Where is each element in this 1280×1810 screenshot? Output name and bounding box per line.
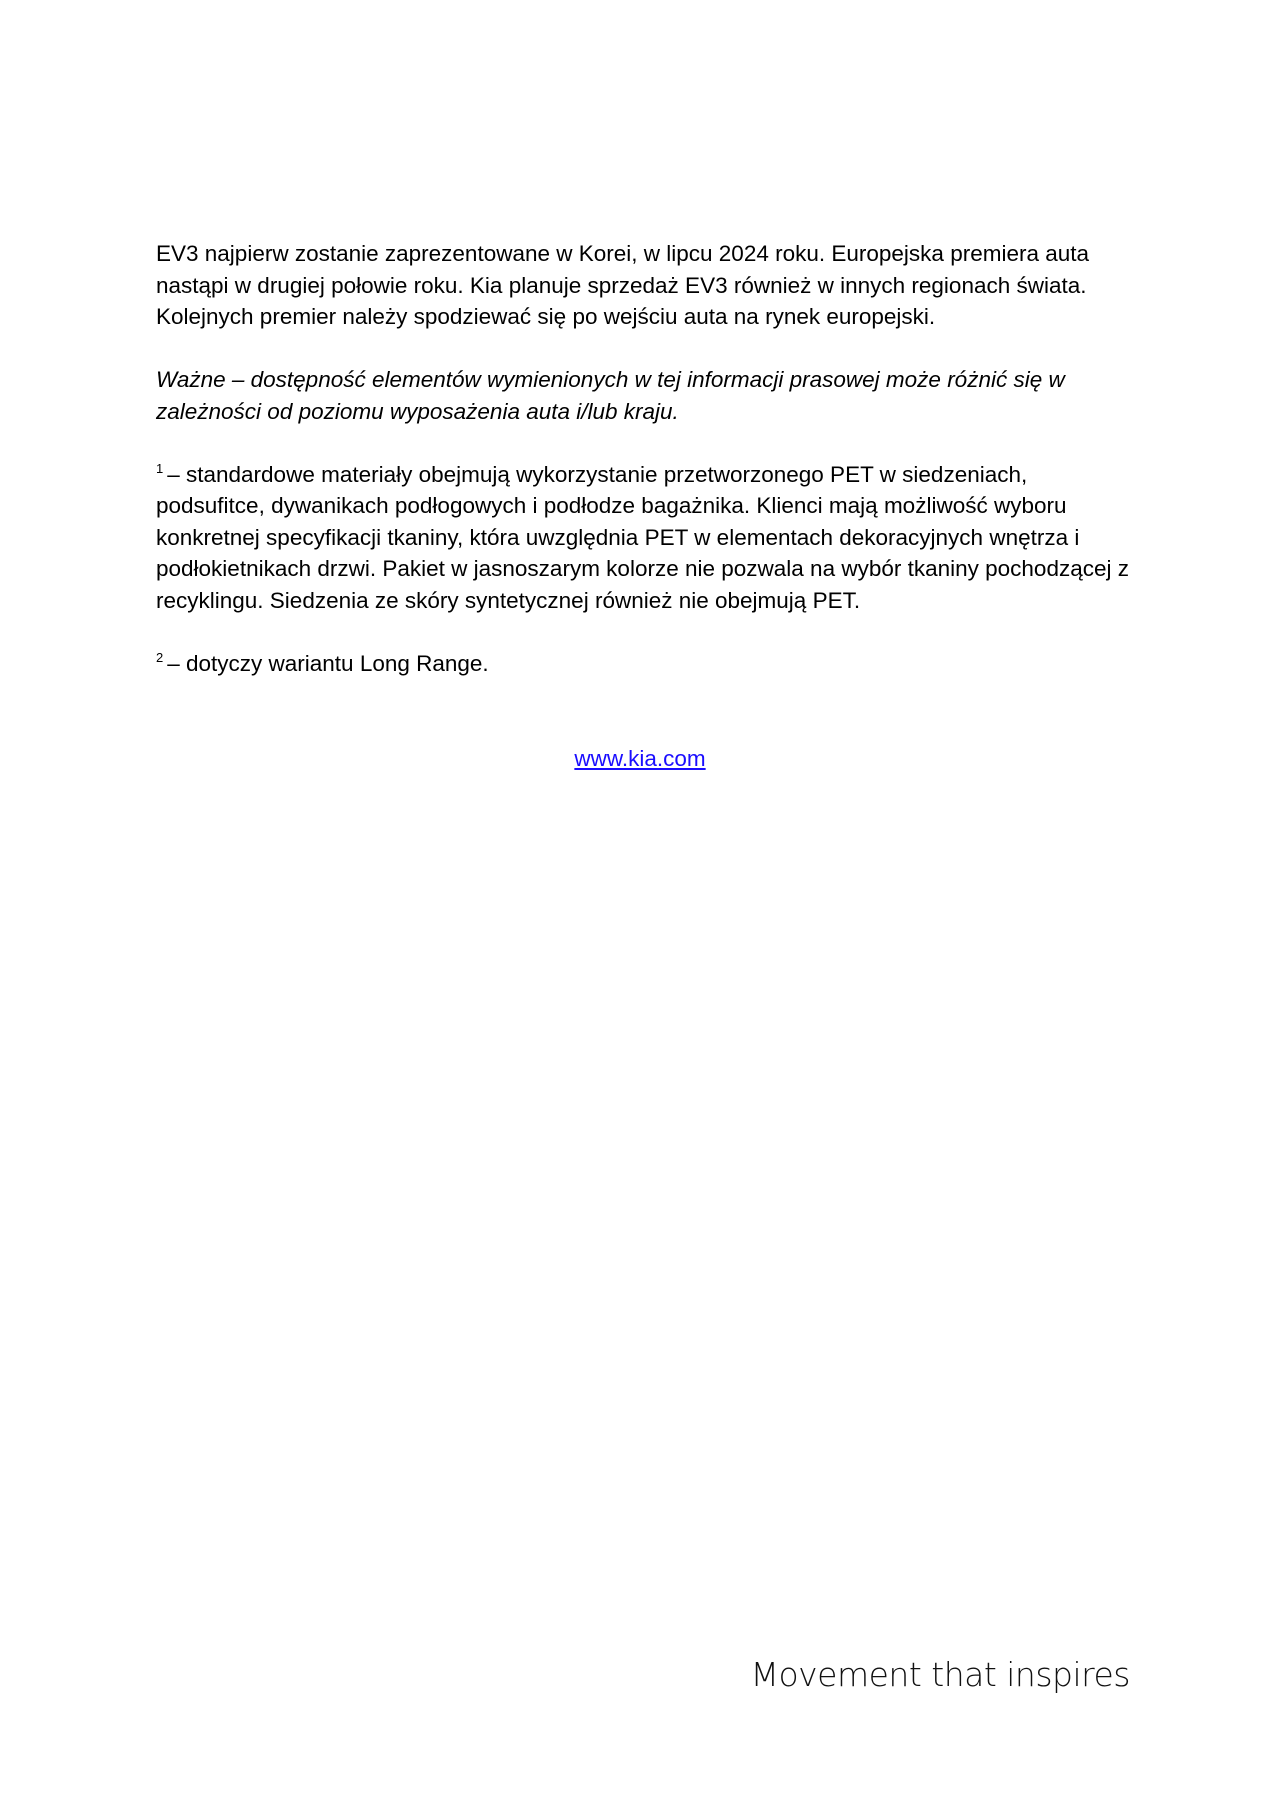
premiere-paragraph: EV3 najpierw zostanie zaprezentowane w Korei, w lipcu 2024 roku. Europejska premiera auta nastąpi w drugiej połowie roku. Kia planuje sprzedaż EV3 również w innych regionach świata. Kolejnych premier należy spodziewać się po wejściu auta na rynek europejski. [156,241,1090,329]
kia-website-link[interactable]: www.kia.com [574,746,706,771]
footnote-2-text: – dotyczy wariantu Long Range. [167,650,489,676]
footnote-1 [156,459,1136,617]
link-row [0,743,1280,775]
disclaimer-paragraph: Ważne – dostępność elementów wymienionych w tej informacji prasowej może różnić się w zależności od poziomu wyposażenia auta i/lub kraju. [156,367,1065,424]
footnote-1-marker: 1 [156,460,164,476]
footnote-1-text: – standardowe materiały obejmują wykorzystanie przetworzonego PET w siedzeniach, podsufitce, dywanikach podłogowych i podłodze bagażnika. Klienci mają możliwość wyboru konkretnej specyfikacji tkaniny, która uwzględnia PET w elementach dekoracyjnych wnętrza i podłokietnikach drzwi. Pakiet w jasnoszarym kolorze nie pozwala na wybór tkaniny pochodzącej z recyklingu. Siedzenia ze skóry syntetycznej również nie obejmują PET. [156,461,1129,613]
footnote-2-marker: 2 [156,649,164,665]
brand-tagline: Movement that inspires [750,1655,1130,1694]
body-content [156,238,1136,711]
footnote-2 [156,648,1136,680]
